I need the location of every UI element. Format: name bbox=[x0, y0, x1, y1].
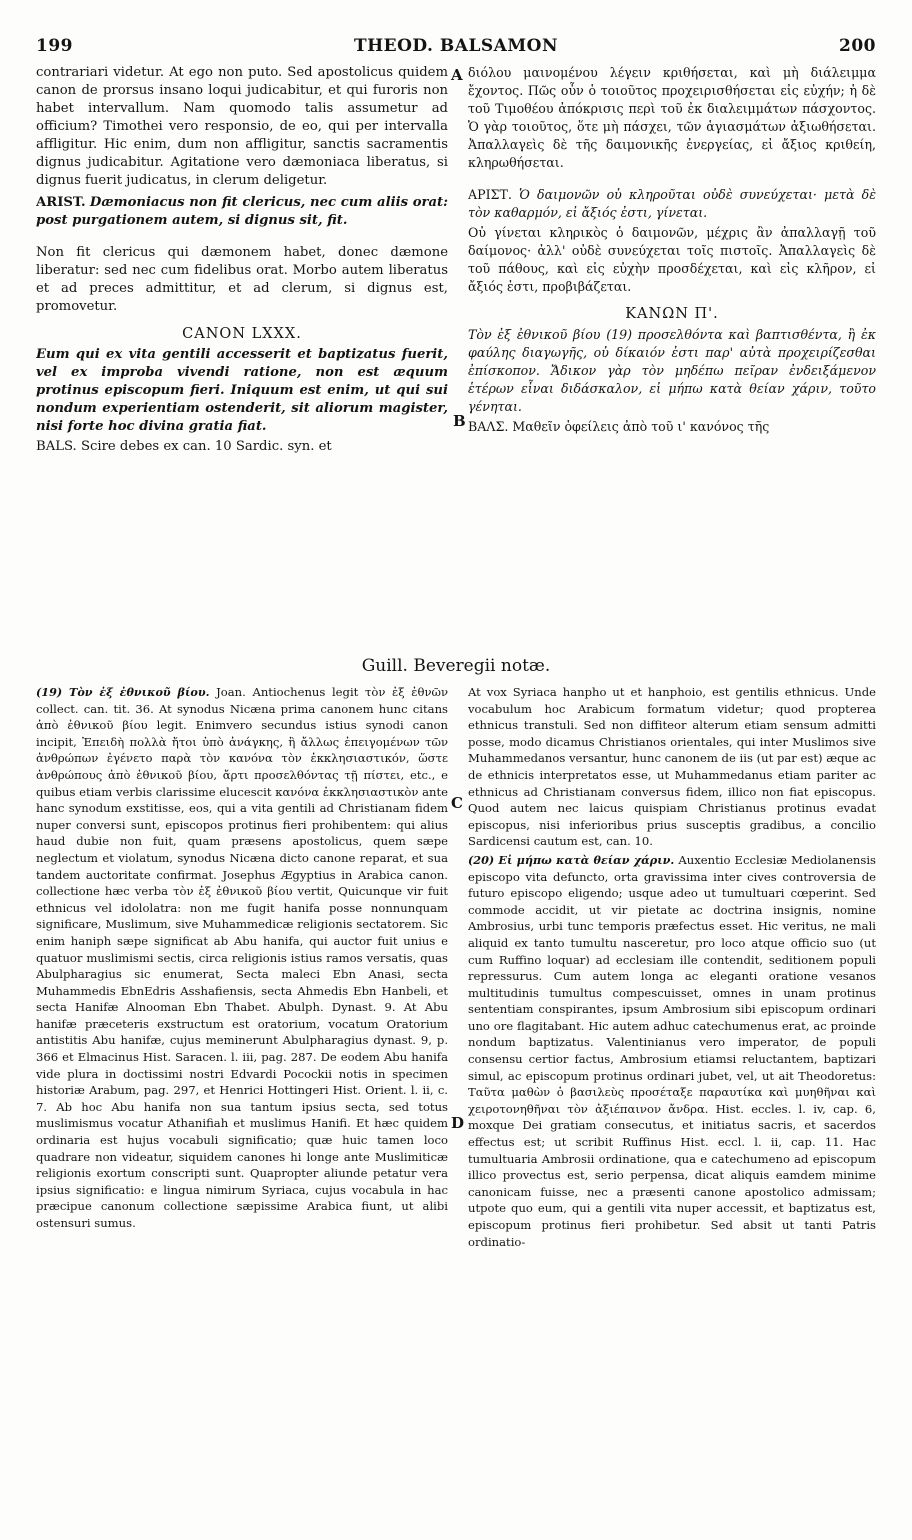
note-20 bbox=[468, 852, 876, 1250]
note-19 bbox=[36, 684, 448, 1232]
note-20-head: (20) Εἰ μήπω κατὰ θείαν χάριν. bbox=[468, 852, 675, 867]
greek-bals-text: Μαθεῖν ὀφείλεις ἀπὸ τοῦ ι' κανόνος τῆς bbox=[512, 419, 770, 434]
page-header bbox=[36, 36, 876, 62]
greek-column bbox=[468, 64, 876, 654]
margin-letter-b: B bbox=[453, 412, 466, 430]
latin-column bbox=[36, 64, 448, 654]
canon-title-latin: CANON LXXX. bbox=[182, 326, 302, 342]
bals-text: Scire debes ex can. 10 Sardic. syn. et bbox=[80, 439, 332, 454]
canon-title-greek: ΚΑΝΩΝ Π'. bbox=[625, 306, 719, 322]
note-19-continued: At vox Syriaca hanpho ut et hanphoio, est gentilis ethnicus. Unde vocabulum hoc Arabicum formatum videtur; quod propterea ethnicus transtuli. Sed non diffiteor alterum etiam sensum admitti posse, modo dicamus Christianos orientales, qui inter Muslimos sive Muhammedanos versantur, hunc canonem de iis (ut par est) æque ac de ethnicis interpretatos esse, ut Muhammedanus etiam pariter ac ethnicus ad Christianam conversus fidem, illico non fiat episcopus. Quod autem nec laicus quispiam Christianus protinus evadat episcopus, nisi inferioribus prius susceptis gradibus, a concilio Sardicensi cautum est, can. 10. bbox=[468, 685, 876, 849]
note-19-head: (19) Τὸν ἐξ ἐθνικοῦ βίου. bbox=[36, 685, 210, 699]
notes-left-column bbox=[36, 684, 448, 1524]
greek-bals bbox=[468, 418, 876, 436]
arist-label: ARIST. bbox=[36, 195, 86, 210]
note-20-text: Auxentio Ecclesiæ Mediolanensis episcopo vita defuncto, orta gravissima inter cives controversia de futuro episcopo eligendo; usque adeo ut tumultuari cœperint. Sed commode accidit, ut vir pietate ac doctrina insignis, nomine Ambrosius, urbi tunc temporis præfectus esset. Hic veritus, ne mali aliquid ex tanto tumultu nasceretur, pro loco atque officio suo (ut cum Ruffino loquar) ad ecclesiam ille contendit, seditionem populi repressurus. Cum autem longa ac eleganti oratione vesanos multitudinis tumultus compescuisset, omnes in unam protinus sententiam conspirantes, ipsum Ambrosium sibi episcopum ordinari uno ore flagitabant. Hic autem adhuc catechumenus erat, ac proinde nondum baptizatus. Valentinianus vero imperator, de populi consensu certior factus, Ambrosium etiamsi reluctantem, baptizari simul, ac episcopum protinus ordinari jubet, vel, ut ait Theodoretus: Ταῦτα μαθὼν ὁ βασιλεὺς προσέταξε παραυτίκα καὶ μυηθῆναι καὶ χειροτονηθῆναι τὸν ἀξιέπαινον ἄνδρα. Hist. eccles. l. iv, cap. 6, moxque Dei gratiam consecutus, et initiatus sacris, et sacerdos effectus est; ut scribit Ruffinus Hist. eccl. l. ii, cap. 11. Hac tumultuaria Ambrosii ordinatione, qua e catechumeno ad episcopum illico provectus est, serio perpensa, dicat aliquis eamdem minime canonicam fuisse, nec a præsenti canone apostolico admissam; utpote quo eum, qui a gentili vita nuper accessit, et baptizatus est, episcopum protinus fieri prohibetur. Sed absit ut tanti Patris ordinatio- bbox=[468, 852, 876, 1249]
margin-letter-a: A bbox=[451, 66, 463, 84]
latin-paragraph-1: contrariari videtur. At ego non puto. Sed apostolicus quidem canon de prorsus insano loqui judicabitur, et qui furoris non habet intervallum. Nam quomodo talis assumetur ad officium? Timothei vero responsio, de eo, qui per intervalla affligitur. Hic enim, dum non affligitur, sanctis sacramentis dignus judicabitur. Agitatione vero dæmoniaca liberatus, si dignus fuerit judicatus, in clerum deligetur. bbox=[36, 65, 448, 188]
greek-paragraph-1: διόλου μαινομένου λέγειν κριθήσεται, καὶ μὴ διάλειμμα ἔχοντος. Πῶς οὖν ὁ τοιοῦτος προχειρισθήσεται εἰς εὐχήν; ἡ δὲ τοῦ Τιμοθέου ἀπόκρισις περὶ τοῦ ἐκ διαλειμμάτων πάσχοντος. Ὁ γὰρ τοιοῦτος, ὅτε μὴ πάσχει, τῶν ἁγιασμάτων ἀξιωθήσεται. Ἀπαλλαγεὶς δὲ τῆς δαιμονικῆς ἐνεργείας, εἰ ἄξιος κριθείη, κληρωθήσεται. bbox=[468, 65, 876, 170]
greek-paragraph-2: Οὐ γίνεται κληρικὸς ὁ δαιμονῶν, μέχρις ἂν ἀπαλλαγῇ τοῦ δαίμονος· ἀλλ' οὐδὲ συνεύχεται τοῖς πιστοῖς. Ἀπαλλαγεὶς δὲ τοῦ πάθους, καὶ εἰς εὐχὴν προσδέχεται, καὶ εἰς κλῆρον, εἰ ἄξιός ἐστι, προβιβάζεται. bbox=[468, 225, 876, 294]
margin-letter-d: D bbox=[451, 1114, 465, 1132]
greek-arist bbox=[468, 186, 876, 222]
greek-bals-label: ΒΑΛΣ. bbox=[468, 419, 509, 434]
latin-arist bbox=[36, 194, 448, 230]
margin-letter-c: C bbox=[451, 794, 463, 812]
canon-text-greek: Τὸν ἐξ ἐθνικοῦ βίου (19) προσελθόντα καὶ βαπτισθέντα, ἢ ἐκ φαύλης διαγωγῆς, οὐ δίκαιόν ἐστι παρ' αὐτὰ προχειρίζεσθαι ἐπίσκοπον. Ἄδικον γὰρ τὸν μηδέπω πεῖραν ἐνδειξάμενον ἑτέρων εἶναι διδάσκαλον, εἰ μήπω κατὰ θείαν χάριν, τοῦτο γένηται. bbox=[468, 327, 876, 414]
greek-arist-text: Ὁ δαιμονῶν οὐ κληροῦται οὐδὲ συνεύχεται· μετὰ δὲ τὸν καθαρμόν, εἰ ἄξιός ἐστι, γίνεται. bbox=[468, 187, 876, 220]
page-number-right: 200 bbox=[839, 36, 876, 56]
note-19-text: Joan. Antiochenus legit τὸν ἐξ ἐθνῶν collect. can. tit. 36. At synodus Nicæna prima canonem hunc citans ἀπὸ ἐθνικοῦ βίου legit. Enimvero secundus istius synodi canon incipit, Ἐπειδὴ πολλὰ ἤτοι ὑπὸ ἀνάγκης, ἢ ἄλλως ἐπειγομένων τῶν ἀνθρώπων ἐγένετο παρὰ τὸν κανόνα τὸν ἐκκλησιαστικόν, ὥστε ἀνθρώπους ἀπὸ ἐθνικοῦ βίου, ἄρτι προσελθόντας τῇ πίστει, etc., e quibus etiam verbis clarissime elucescit κανόνα ἐκκλησιαστικὸν ante hanc synodum exstitisse, eos, qui a vita gentili ad Christianam fidem nuper conversi sunt, episcopos protinus fieri prohibentem: qui alius haud dubie non fuit, quam præsens apostolicus, quem sæpe neglectum et violatum, synodus Nicæna dicto canone reparat, et sua tandem auctoritate confirmat. Josephus Ægyptius in Arabica canon. collectione hæc verba τὸν ἐξ ἐθνικοῦ βίου vertit, Quicunque vir fuit ethnicus vel idololatra: non me fugit hanifa posse nonnunquam significare, Muslimum, sive Muhammedicæ religionis sectatorem. Sic enim haniph sæpe significat ab Abu hanifa, qui auctor fuit unius e quatuor muslimismi sectis, circa religionis istius ramos versatis, quas Abulpharagius sic enumerat, Secta maleci Ebn Anasi, secta Muhammedis EbnEdris Asshafiensis, secta Ahmedis Ebn Hanbeli, et secta Hanifæ Alnooman Ebn Thabet. Abulph. Dynast. 9. At Abu hanifæ præceteris exstructum est oratorium, vocatum Oratorium antistitis Abu hanifæ, cujus meminerunt Abulpharagius dynast. 9, p. 366 et Elmacinus Hist. Saracen. l. iii, pag. 287. De eodem Abu hanifa vide plura in doctissimi nostri Edvardi Pocockii notis in specimen historiæ Arabum, pag. 297, et Henrici Hottingeri Hist. Orient. l. ii, c. 7. Ab hoc Abu hanifa non sua tantum ipsius secta, sed totus muslimismus vocatur Athanifiah et muslimus Hanifi. Et hæc quidem ordinaria est hujus vocabuli significatio; quæ huic tamen loco quadrare non videatur, siquidem canones hi longe ante Muslimiticæ religionis exortum conscripti sunt. Quapropter aliunde petatur vera ipsius significatio: e lingua nimirum Syriaca, cujus vocabula in hac præcipue canonum collectione sæpissime Arabica fiunt, ut alibi ostensuri sumus. bbox=[36, 685, 448, 1230]
latin-paragraph-2: Non fit clericus qui dæmonem habet, donec dæmone liberatur: sed nec cum fidelibus orat. Morbo autem liberatus et ad preces admittitur, et ad clerum, si dignus est, promovetur. bbox=[36, 245, 448, 314]
page-number-left: 199 bbox=[36, 36, 73, 56]
greek-arist-label: ΑΡΙΣΤ. bbox=[468, 187, 512, 202]
notes-title: Guill. Beveregii notæ. bbox=[361, 656, 551, 676]
canon-text-latin: Eum qui ex vita gentili accesserit et baptizatus fuerit, vel ex improba vivendi ratione, non est æquum protinus episcopum fieri. Iniquum est enim, ut qui sui nondum experientiam ostenderit, sit aliorum magister, nisi forte hoc divina gratia fiat. bbox=[36, 347, 448, 434]
bals-label: BALS. bbox=[36, 439, 77, 454]
notes-right-column bbox=[468, 684, 876, 1524]
running-title: THEOD. BALSAMON bbox=[353, 36, 559, 56]
arist-text: Dæmoniacus non fit clericus, nec cum aliis orat: post purgationem autem, si dignus sit, fit. bbox=[36, 195, 448, 228]
latin-bals bbox=[36, 438, 448, 456]
